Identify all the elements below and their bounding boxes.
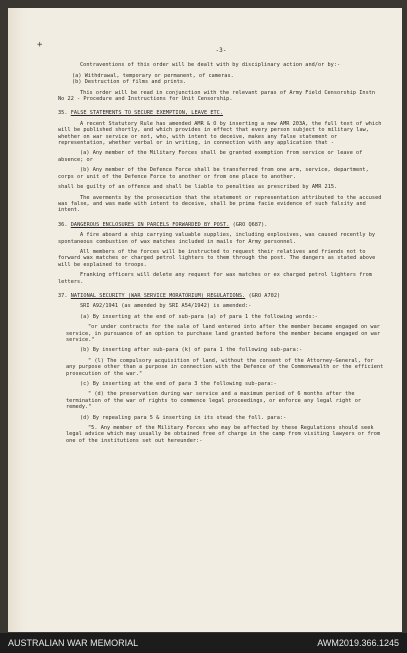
section-35-heading xyxy=(58,110,384,116)
section-37-a-quote: "or under contracts for the sale of land entered into after the member became engaged on war service, in pursuance of an option to purchase land granted before the member became engaged on war service." xyxy=(66,324,381,343)
section-36-number: 36. xyxy=(58,221,68,228)
intro-item-a: (a) Withdrawal, temporary or permanent, of cameras. xyxy=(72,72,234,79)
section-37-b-quote: " (l) The compulsory acquisition of land, without the consent of the Attorney-General, for any purpose other than a purpose in connection with the Defence of the Commonwealth or the efficient prosecution of the war." xyxy=(66,357,384,377)
document-page xyxy=(8,8,402,632)
section-37-b-instruction: (b) By inserting after sub-para (k) of para 1 the following sub-para:- xyxy=(80,347,303,354)
intro-item-b: (b) Destruction of films and prints. xyxy=(72,79,187,86)
page-edge-shadow xyxy=(8,8,26,632)
intro-closing: This order will be read in conjunction with the relevant paras of Army Field Censorship Instn No 22 - Procedure and Instructions for Unit Censorship. xyxy=(58,89,376,103)
section-37-c-instruction: (c) By inserting at the end of para 3 the following sub-para:- xyxy=(80,381,277,388)
section-37-number: 37. xyxy=(58,292,68,299)
section-36-heading xyxy=(58,222,384,228)
intro-paragraph: Contraventions of this order will be dealt with by disciplinary action and/or by:- xyxy=(80,62,341,69)
section-35-para-3: The averments by the prosecution that the statement or representation attributed to the accused was false, and was made with intent to deceive, shall be prima facie evidence of such falsity and intent. xyxy=(58,194,382,214)
section-35-title: FALSE STATEMENTS TO SECURE EXEMPTION, LEAVE ETC. xyxy=(70,110,224,117)
section-37-title: NATIONAL SECURITY (WAR SERVICE MORATORIUM) REGULATIONS. xyxy=(70,292,246,299)
section-36-para-2: All members of the forces will be instructed to request their relatives and friends not to forward wax matches or charged petrol lighters to them through the post. The dangers as stated above will be explained to troops. xyxy=(58,248,376,268)
section-37-ref: (GRO A702) xyxy=(248,292,281,299)
section-37-c-quote: " (d) the preservation during war service and a maximum period of 6 months after the termination of the war of rights to commence legal proceedings, or enforce any legal right or remedy." xyxy=(66,391,362,411)
section-37-para-1: SRI A92/1941 (as amended by SRI A54/1942) is amended:- xyxy=(80,303,252,310)
section-35-item-b: (b) Any member of the Defence Force shall be transferred from one arm, service, department, corps or unit of the Defence Force to another or from one place to another. xyxy=(58,167,369,180)
section-36-para-3: Franking officers will delete any request for wax matches or ex charged petrol lighters from letters. xyxy=(58,272,372,285)
section-37-a-instruction: (a) By inserting at the end of sub-para (a) of para 1 the following words:- xyxy=(80,313,318,320)
section-36-ref: (GRO Q687). xyxy=(232,221,268,228)
section-36-para-1: A fire aboard a ship carrying valuable supplies, including explosives, was caused recently by spontaneous combustion of wax matches included in mails for Army personnel. xyxy=(58,232,376,245)
section-35-item-a: (a) Any member of the Military Forces shall be granted exemption from service or leave of absence; or xyxy=(58,150,363,163)
footer-institution: AUSTRALIAN WAR MEMORIAL xyxy=(8,638,139,648)
section-35-number: 35. xyxy=(58,110,68,117)
section-37-heading xyxy=(58,293,384,299)
archive-footer xyxy=(0,633,407,653)
section-36-title: DANGEROUS ENCLOSURES IN PARCELS FORWARDED BY POST. xyxy=(70,221,230,228)
document-body xyxy=(58,48,384,448)
margin-mark: + xyxy=(37,40,43,50)
section-35-para-2: shall be guilty of an offence and shall be liable to penalties as prescribed by AMR 215. xyxy=(58,184,338,191)
section-37-d-quote: "5. Any member of the Military Forces who may be affected by these Regulations should seek legal advice which may usually be obtained free of charge in the camp from visiting lawyers or from one of the institutions set out hereunder:- xyxy=(66,425,381,444)
section-35-para-1: A recent Statutory Rule has amended AMR & O by inserting a new AMR 203A, the full text of which will be published shortly, and which provides in effect that every person subject to military law, whether on war service or not, who, with intent to deceive, makes any false statement or representation, whether verbal or in writing, in connection with any application that - xyxy=(58,120,382,147)
page-number: -3- xyxy=(215,47,227,54)
section-37-d-instruction: (d) By repealing para 5 & inserting in its stead the foll. para:- xyxy=(80,414,287,421)
footer-accession-number: AWM2019.366.1245 xyxy=(317,638,399,648)
